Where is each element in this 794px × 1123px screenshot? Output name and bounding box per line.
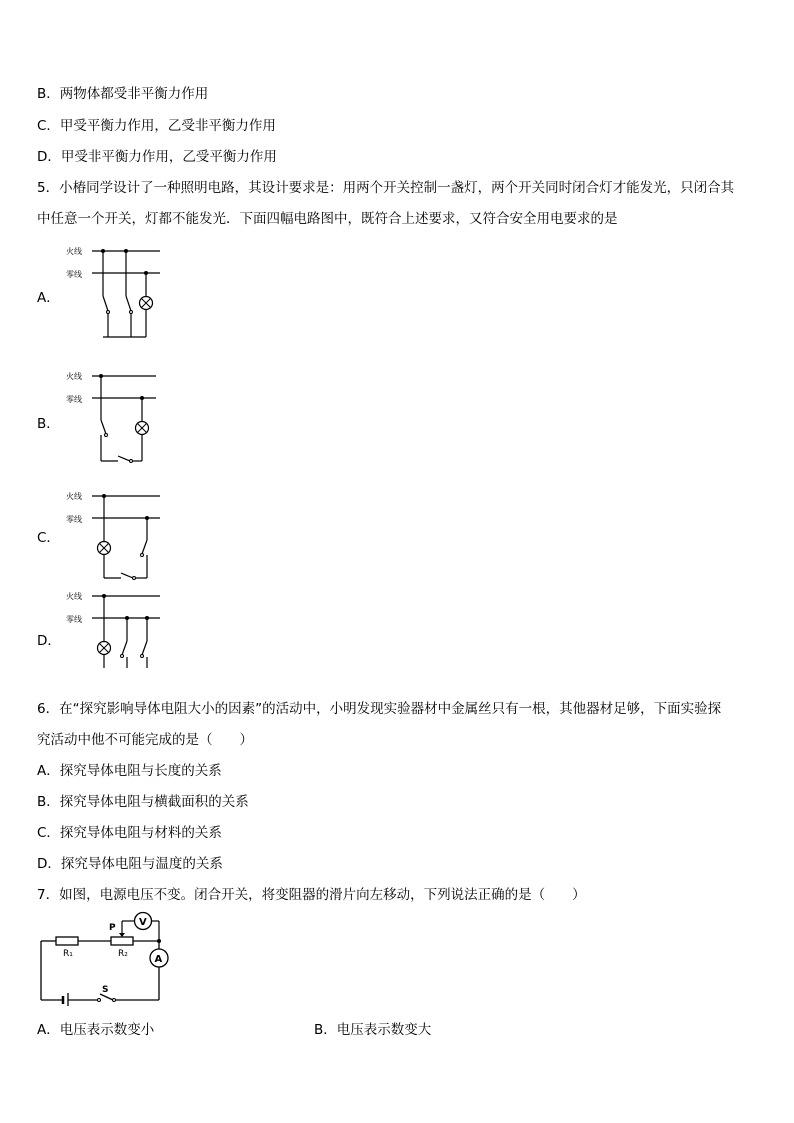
q6-option-d: D．探究导体电阻与温度的关系 bbox=[37, 856, 223, 872]
q5-circuit-b bbox=[60, 368, 170, 468]
switch-s-label: S bbox=[102, 985, 109, 995]
wire-live-label: 火线 bbox=[66, 592, 82, 601]
q6-stem-line1: 6．在“探究影响导体电阻大小的因素”的活动中，小明发现实验器材中金属丝只有一根，其他器材足够，下面实验探 bbox=[37, 701, 722, 717]
lamp-icon bbox=[136, 422, 149, 435]
switch-icon bbox=[121, 573, 133, 578]
lamp-icon bbox=[98, 642, 111, 655]
q6-option-b: B．探究导体电阻与横截面积的关系 bbox=[37, 794, 249, 810]
wire-neutral-label: 零线 bbox=[66, 515, 82, 524]
switch-icon bbox=[142, 540, 147, 554]
wire-neutral-label: 零线 bbox=[66, 395, 82, 404]
q5-stem-line2: 中任意一个开关，灯都不能发光．下面四幅电路图中，既符合上述要求，又符合安全用电要求的是 bbox=[37, 211, 618, 227]
q6-option-c: C．探究导体电阻与材料的关系 bbox=[37, 825, 222, 841]
wire-neutral-label: 零线 bbox=[66, 615, 82, 624]
q5-circuit-a bbox=[60, 243, 170, 343]
slider-p-label: P bbox=[109, 923, 116, 933]
q6-option-a: A．探究导体电阻与长度的关系 bbox=[37, 763, 222, 779]
ammeter-label: A bbox=[154, 954, 163, 965]
switch-icon bbox=[126, 296, 131, 311]
q5-stem-line1: 5．小椿同学设计了一种照明电路，其设计要求是：用两个开关控制一盏灯，两个开关同时闭合灯才能发光，只闭合其 bbox=[37, 180, 735, 196]
rheostat-r2-icon bbox=[111, 937, 133, 945]
q5-circuit-d bbox=[60, 588, 170, 678]
q7-circuit bbox=[36, 908, 176, 1006]
q7-stem: 7．如图，电源电压不变。闭合开关，将变阻器的滑片向左移动，下列说法正确的是（ ） bbox=[37, 887, 586, 903]
q6-stem-line2: 究活动中他不可能完成的是（ ） bbox=[37, 732, 253, 748]
q7-option-b: B．电压表示数变大 bbox=[314, 1022, 432, 1038]
q5-option-d-label: D． bbox=[37, 633, 61, 649]
q5-option-b-label: B． bbox=[37, 416, 60, 432]
wire-live-label: 火线 bbox=[66, 372, 82, 381]
q4-option-c: C．甲受平衡力作用，乙受非平衡力作用 bbox=[37, 118, 276, 134]
switch-icon bbox=[142, 641, 147, 655]
q4-option-b: B．两物体都受非平衡力作用 bbox=[37, 86, 209, 102]
wire-live-label: 火线 bbox=[66, 247, 82, 256]
resistor-r1-icon bbox=[56, 937, 78, 945]
q5-option-c-label: C． bbox=[37, 530, 60, 546]
switch-icon bbox=[103, 296, 108, 311]
lamp-icon bbox=[140, 297, 153, 310]
q5-circuit-c bbox=[60, 488, 170, 588]
switch-icon bbox=[101, 420, 106, 434]
q7-option-a: A．电压表示数变小 bbox=[37, 1022, 155, 1038]
resistor-r1-label: R₁ bbox=[63, 949, 73, 959]
rheostat-r2-label: R₂ bbox=[118, 949, 128, 959]
switch-icon bbox=[118, 456, 130, 461]
voltmeter-label: V bbox=[139, 917, 147, 928]
switch-icon bbox=[122, 641, 127, 655]
q4-option-d: D．甲受非平衡力作用，乙受平衡力作用 bbox=[37, 149, 277, 165]
wire-neutral-label: 零线 bbox=[66, 270, 82, 279]
wire-live-label: 火线 bbox=[66, 492, 82, 501]
q5-option-a-label: A． bbox=[37, 290, 60, 306]
lamp-icon bbox=[98, 542, 111, 555]
